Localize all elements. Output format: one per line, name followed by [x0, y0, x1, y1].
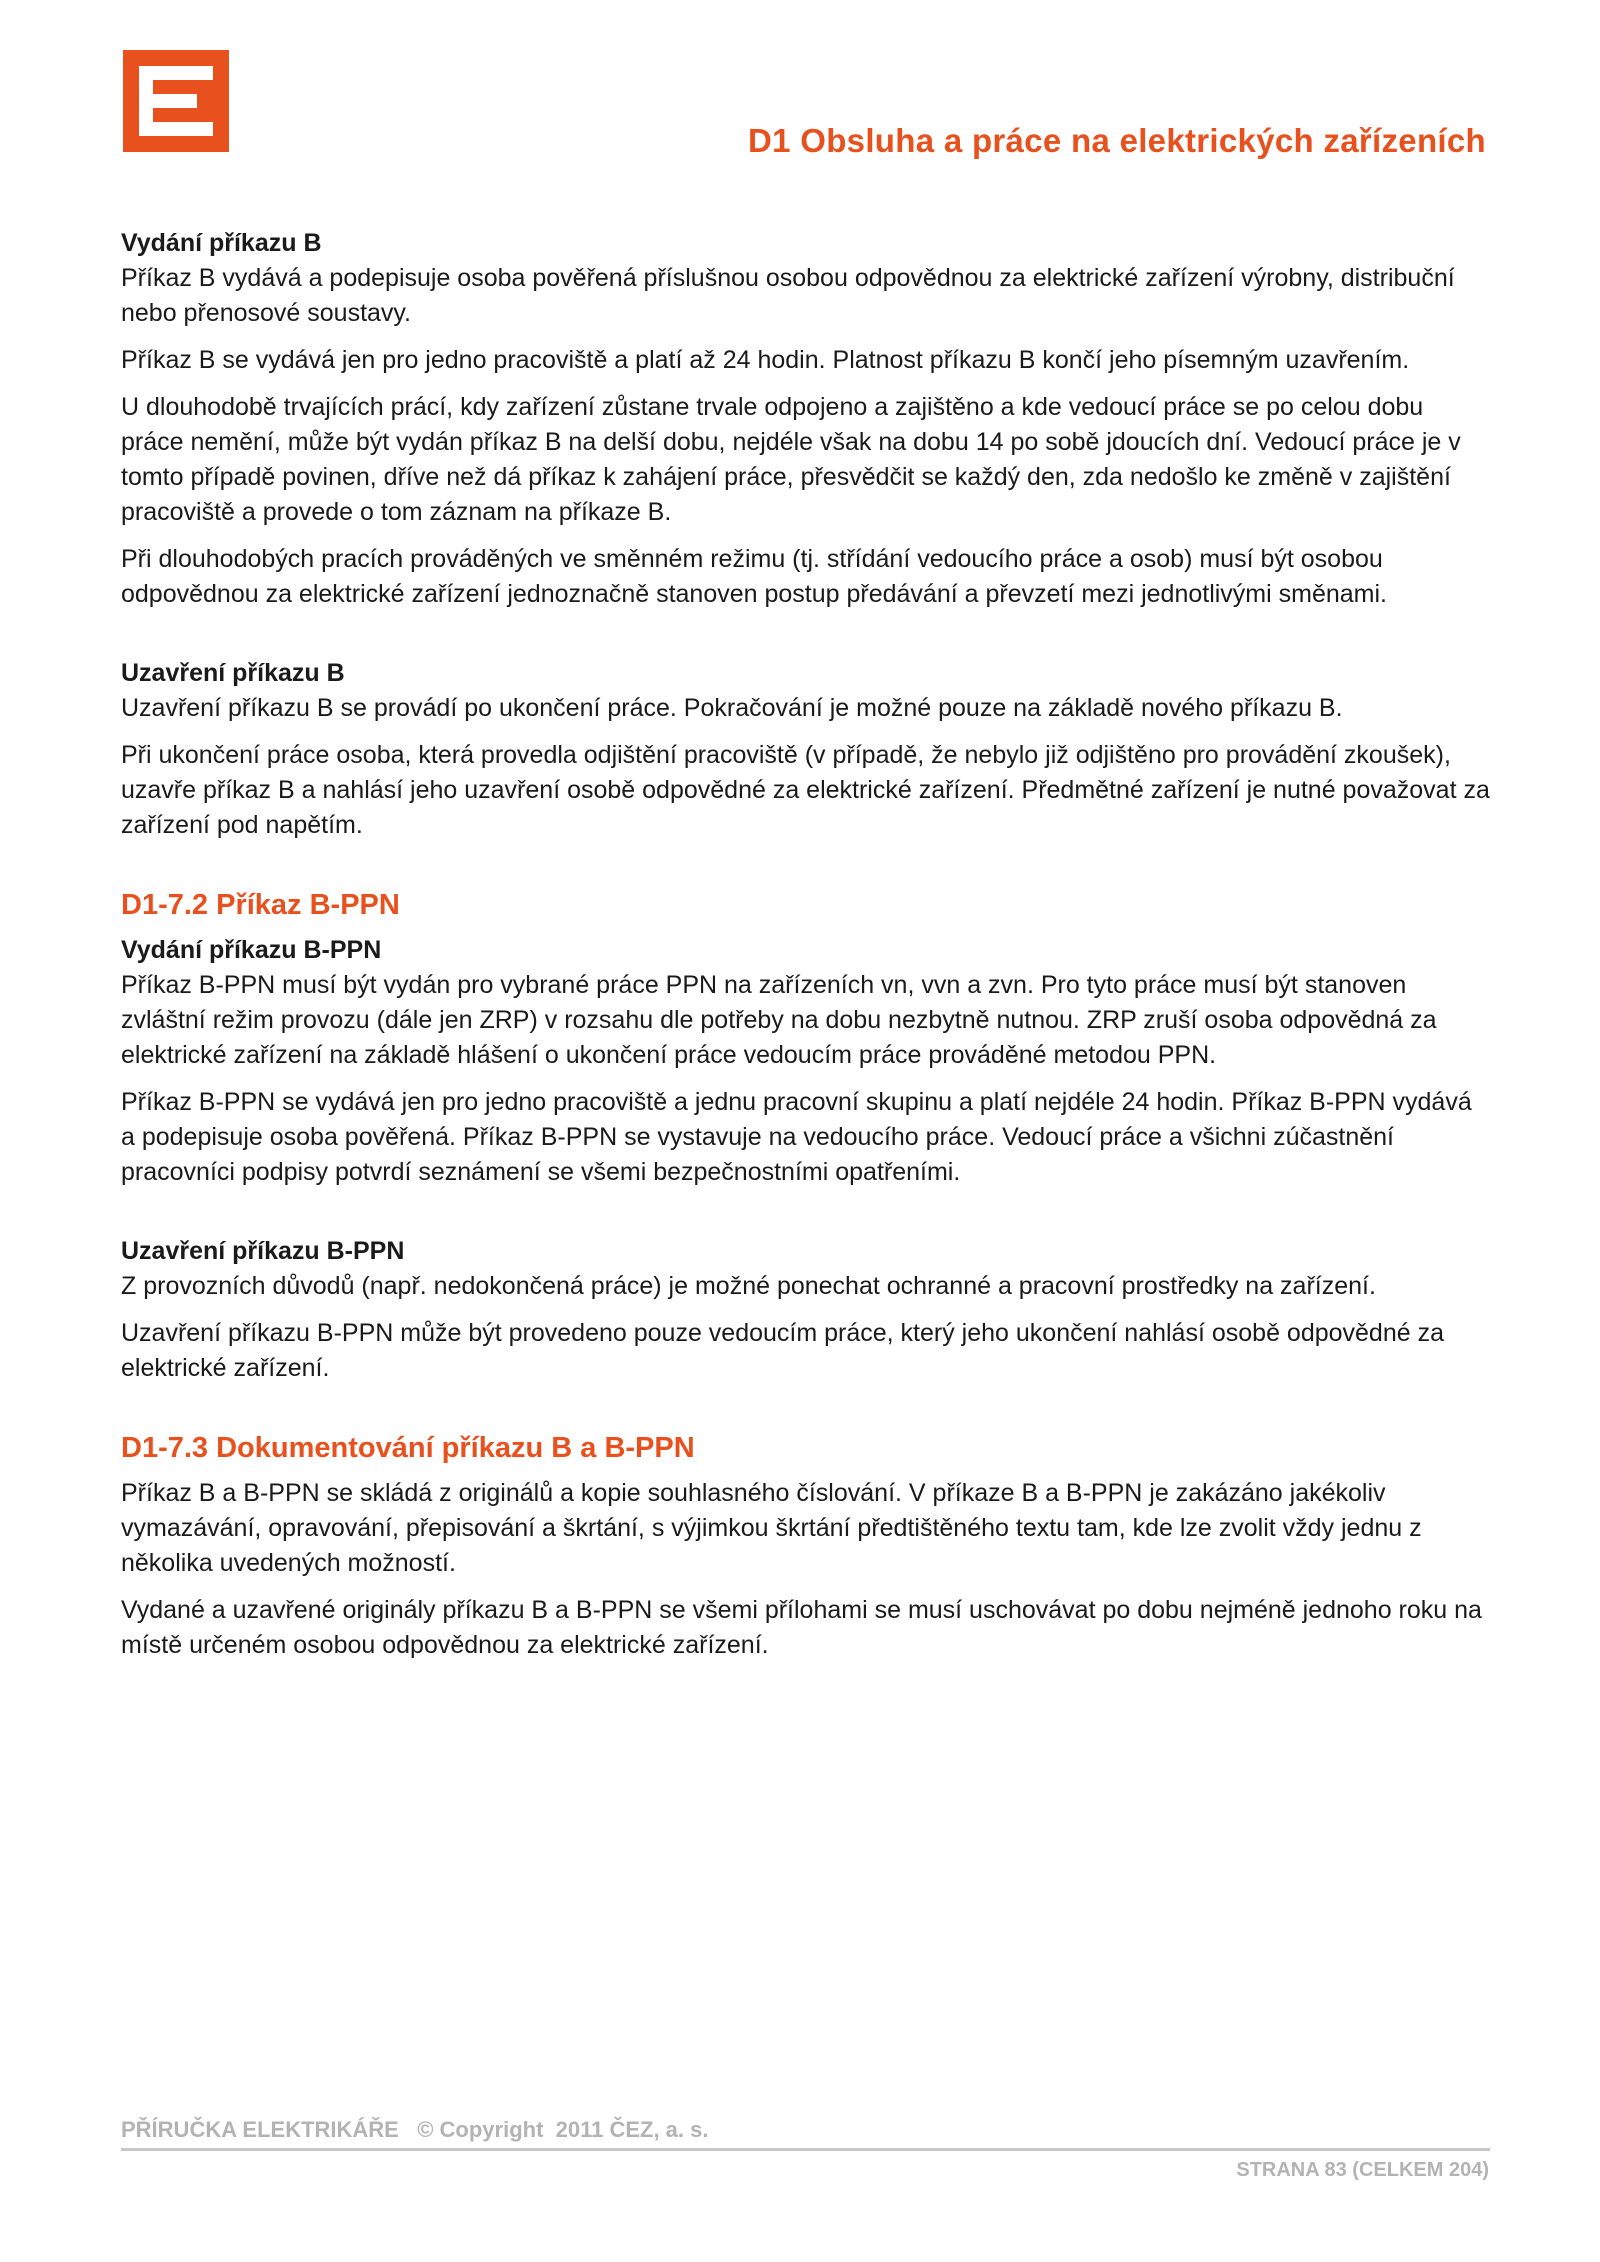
paragraph: Příkaz B se vydává jen pro jedno pracoviště a platí až 24 hodin. Platnost příkazu B končí jeho písemným uzavřením.	[121, 346, 1410, 374]
footer-page-number: STRANA 83 (CELKEM 204)	[1236, 2159, 1489, 2181]
footer-divider	[121, 2148, 1490, 2151]
paragraph: Příkaz B-PPN musí být vydán pro vybrané práce PPN na zařízeních vn, vvn a zvn. Pro tyto práce musí být stanoven zvláštní režim provozu (dále jen ZRP) v rozsahu dle potřeby na dobu nezbytně nutnou. ZRP zruší osoba odpovědná za elektrické zařízení na základě hlášení o ukončení práce vedoucím práce prováděné metodou PPN.	[121, 971, 1437, 1069]
paragraph: Vydané a uzavřené originály příkazu B a B-PPN se všemi přílohami se musí uschovávat po dobu nejméně jednoho roku na místě určeném osobou odpovědnou za elektrické zařízení.	[121, 1596, 1482, 1659]
subhead-vydani-prikazu-b: Vydání příkazu B	[121, 229, 322, 257]
paragraph: Uzavření příkazu B-PPN může být provedeno pouze vedoucím práce, který jeho ukončení nahlásí osobě odpovědné za elektrické zařízení.	[121, 1319, 1444, 1382]
paragraph: Příkaz B a B-PPN se skládá z originálů a kopie souhlasného číslování. V příkaze B a B-PPN je zakázáno jakékoliv vymazávání, opravování, přepisování a škrtání, s výjimkou škrtání předtištěného textu tam, kde lze zvolit vždy jednu z několika uvedených možností.	[121, 1479, 1422, 1577]
subhead-uzavreni-prikazu-b-ppn: Uzavření příkazu B-PPN	[121, 1237, 405, 1265]
paragraph: Při dlouhodobých pracích prováděných ve směnném režimu (tj. střídání vedoucího práce a osob) musí být osobou odpovědnou za elektrické zařízení jednoznačně stanoven postup předávání a převzetí mezi jednotlivými směnami.	[121, 545, 1387, 608]
section-title-7-3: D1-7.3 Dokumentování příkazu B a B-PPN	[121, 1432, 695, 1464]
subhead-vydani-prikazu-b-ppn: Vydání příkazu B-PPN	[121, 936, 382, 964]
subhead-uzavreni-prikazu-b: Uzavření příkazu B	[121, 659, 345, 687]
paragraph: Při ukončení práce osoba, která provedla odjištění pracoviště (v případě, že nebylo již odjištěno pro provádění zkoušek), uzavře příkaz B a nahlásí jeho uzavření osobě odpovědné za elektrické zařízení. Předmětné zařízení je nutné považovat za zařízení pod napětím.	[121, 741, 1490, 839]
cez-logo-icon	[123, 50, 229, 152]
footer-copyright: PŘÍRUČKA ELEKTRIKÁŘE © Copyright 2011 ČEZ, a. s.	[121, 2117, 709, 2142]
document-body	[121, 226, 1491, 1675]
page-header-title: D1 Obsluha a práce na elektrických zařízeních	[748, 122, 1486, 159]
paragraph: Uzavření příkazu B se provádí po ukončení práce. Pokračování je možné pouze na základě nového příkazu B.	[121, 694, 1343, 722]
paragraph: U dlouhodobě trvajících prácí, kdy zařízení zůstane trvale odpojeno a zajištěno a kde vedoucí práce se po celou dobu práce nemění, může být vydán příkaz B na delší dobu, nejdéle však na dobu 14 po sobě jdoucích dní. Vedoucí práce je v tomto případě povinen, dříve než dá příkaz k zahájení práce, přesvědčit se každý den, zda nedošlo ke změně v zajištění pracoviště a provede o tom záznam na příkaze B.	[121, 393, 1461, 526]
paragraph: Z provozních důvodů (např. nedokončená práce) je možné ponechat ochranné a pracovní prostředky na zařízení.	[121, 1272, 1376, 1300]
paragraph: Příkaz B-PPN se vydává jen pro jedno pracoviště a jednu pracovní skupinu a platí nejdéle 24 hodin. Příkaz B-PPN vydává a podepisuje osoba pověřená. Příkaz B-PPN se vystavuje na vedoucího práce. Vedoucí práce a všichni zúčastnění pracovníci podpisy potvrdí seznámení se všemi bezpečnostními opatřeními.	[121, 1088, 1472, 1186]
section-title-7-2: D1-7.2 Příkaz B-PPN	[121, 889, 400, 921]
paragraph: Příkaz B vydává a podepisuje osoba pověřená příslušnou osobou odpovědnou za elektrické zařízení výrobny, distribuční nebo přenosové soustavy.	[121, 264, 1455, 327]
